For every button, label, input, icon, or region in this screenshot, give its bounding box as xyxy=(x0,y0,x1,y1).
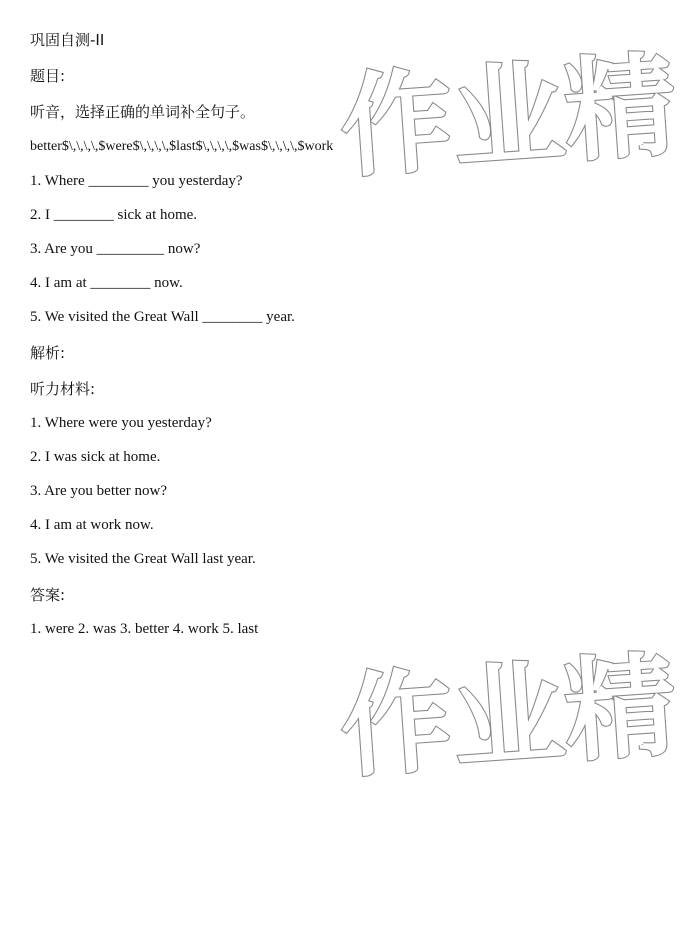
question-3: 3. Are you _________ now? xyxy=(30,241,201,257)
transcript-line-4: 4. I am at work now. xyxy=(30,517,154,533)
transcript-heading: 听力材料: xyxy=(30,380,96,398)
instruction-text: 听音，选择正确的单词补全句子。 xyxy=(30,103,256,121)
transcript-line-1: 1. Where were you yesterday? xyxy=(30,415,212,431)
question-2: 2. I ________ sick at home. xyxy=(30,207,198,223)
analysis-heading: 解析: xyxy=(30,344,66,362)
watermark-top xyxy=(330,20,690,200)
transcript-line-3: 3. Are you better now? xyxy=(30,483,168,499)
watermark-bottom xyxy=(330,620,690,800)
word-bank: better$\,\,\,\,$were$\,\,\,\,$last$\,\,\,\,$was$\,\,\,\,$work xyxy=(30,139,334,154)
answer-heading: 答案: xyxy=(30,586,66,604)
watermark-top-text: 作业精 xyxy=(336,40,681,194)
answer-key: 1. were 2. was 3. better 4. work 5. last xyxy=(30,621,259,637)
question-5: 5. We visited the Great Wall ________ year. xyxy=(30,309,295,325)
transcript-line-5: 5. We visited the Great Wall last year. xyxy=(30,551,256,567)
watermark-bottom-text: 作业精 xyxy=(336,640,681,794)
question-heading: 题目: xyxy=(30,67,66,85)
question-1: 1. Where ________ you yesterday? xyxy=(30,173,243,189)
section-title: 巩固自测-II xyxy=(30,31,105,49)
transcript-line-2: 2. I was sick at home. xyxy=(30,449,161,465)
question-4: 4. I am at ________ now. xyxy=(30,275,183,291)
